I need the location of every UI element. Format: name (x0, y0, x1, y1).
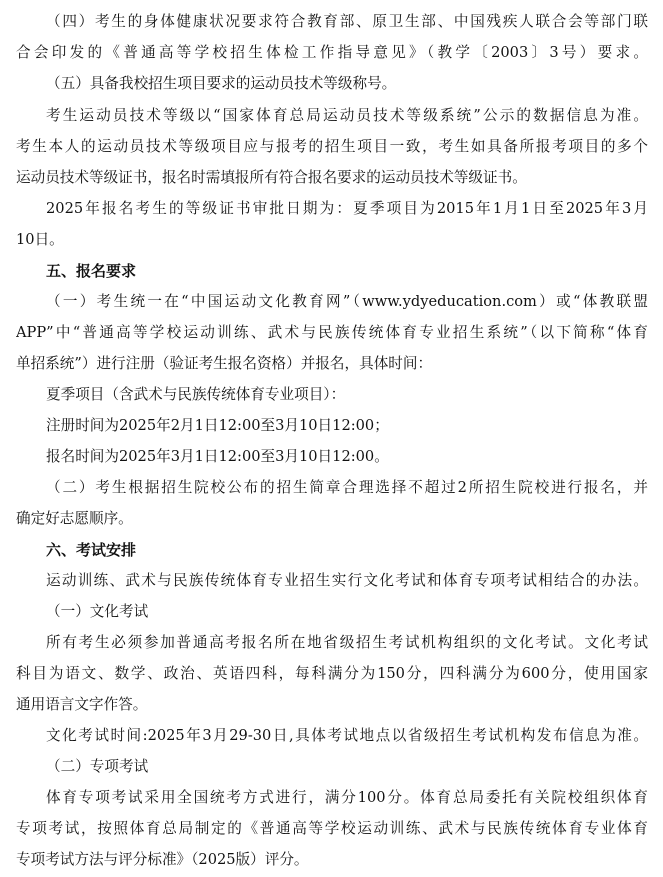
summer-events-line: 夏季项目（含武术与民族传统体育专业项目）： (46, 386, 346, 403)
subheading-culture-exam: （一）文化考试 (46, 603, 149, 620)
school-choice-line-1: （二）考生根据招生院校公布的招生简章合理选择不超过2所招生院校进行报名，并 (46, 479, 648, 496)
culture-exam-line-1: 所有考生必须参加普通高考报名所在地省级招生考试机构组织的文化考试。文化考试 (46, 634, 648, 651)
registration-time-line: 报名时间为2025年3月1日12:00至3月10日12:00。 (46, 448, 389, 465)
section-heading-exam: 六、考试安排 (46, 541, 137, 559)
signup-time-line: 注册时间为2025年2月1日12:00至3月10日12:00； (46, 417, 389, 434)
registration-line-2: APP”中“普通高等学校运动训练、武术与民族传统体育专业招生系统”（以下简称“体育 (16, 324, 648, 341)
grade-consistency-line-1: 考生本人的运动员技术等级项目应与报考的招生项目一致，考生如具备所报考项目的多个 (16, 138, 648, 155)
special-exam-line-2: 专项考试，按照体育总局制定的《普通高等学校运动训练、武术与民族传统体育专业体育 (16, 820, 648, 837)
exam-method-line: 运动训练、武术与民族传统体育专业招生实行文化考试和体育专项考试相结合的办法。 (46, 572, 648, 589)
special-exam-line-1: 体育专项考试采用全国统考方式进行，满分100分。体育总局委托有关院校组织体育 (46, 789, 648, 806)
grade-consistency-line-2: 运动员技术等级证书，报名时需填报所有符合报名要求的运动员技术等级证书。 (16, 169, 527, 186)
subheading-special-exam: （二）专项考试 (46, 758, 149, 775)
section-heading-registration: 五、报名要求 (46, 262, 137, 280)
special-exam-line-3: 专项考试方法与评分标准》（2025版）评分。 (16, 851, 309, 868)
culture-exam-line-3: 通用语言文字作答。 (16, 696, 148, 713)
certificate-date-line-1: 2025年报名考生的等级证书审批日期为：夏季项目为2015年1月1日至2025年3月 (46, 200, 648, 217)
certificate-date-line-2: 10日。 (16, 231, 64, 248)
culture-exam-time-line: 文化考试时间:2025年3月29-30日,具体考试地点以省级招生考试机构发布信息为准。 (46, 727, 648, 744)
health-requirement-line-2: 合会印发的《普通高等学校招生体检工作指导意见》（教学〔2003〕3号）要求。 (16, 44, 648, 61)
health-requirement-line-1: （四）考生的身体健康状况要求符合教育部、原卫生部、中国残疾人联合会等部门联 (46, 13, 648, 30)
grade-basis-line: 考生运动员技术等级以“国家体育总局运动员技术等级系统”公示的数据信息为准。 (46, 107, 648, 124)
registration-line-1: （一）考生统一在“中国运动文化教育网”（www.ydyeducation.com）或“体教联盟 (46, 293, 648, 310)
registration-line-3: 单招系统”）进行注册（验证考生报名资格）并报名，具体时间： (16, 355, 433, 372)
athlete-grade-requirement: （五）具备我校招生项目要求的运动员技术等级称号。 (46, 75, 397, 92)
school-choice-line-2: 确定好志愿顺序。 (16, 510, 133, 527)
culture-exam-line-2: 科目为语文、数学、政治、英语四科，每科满分为150分，四科满分为600分，使用国家 (16, 665, 648, 682)
